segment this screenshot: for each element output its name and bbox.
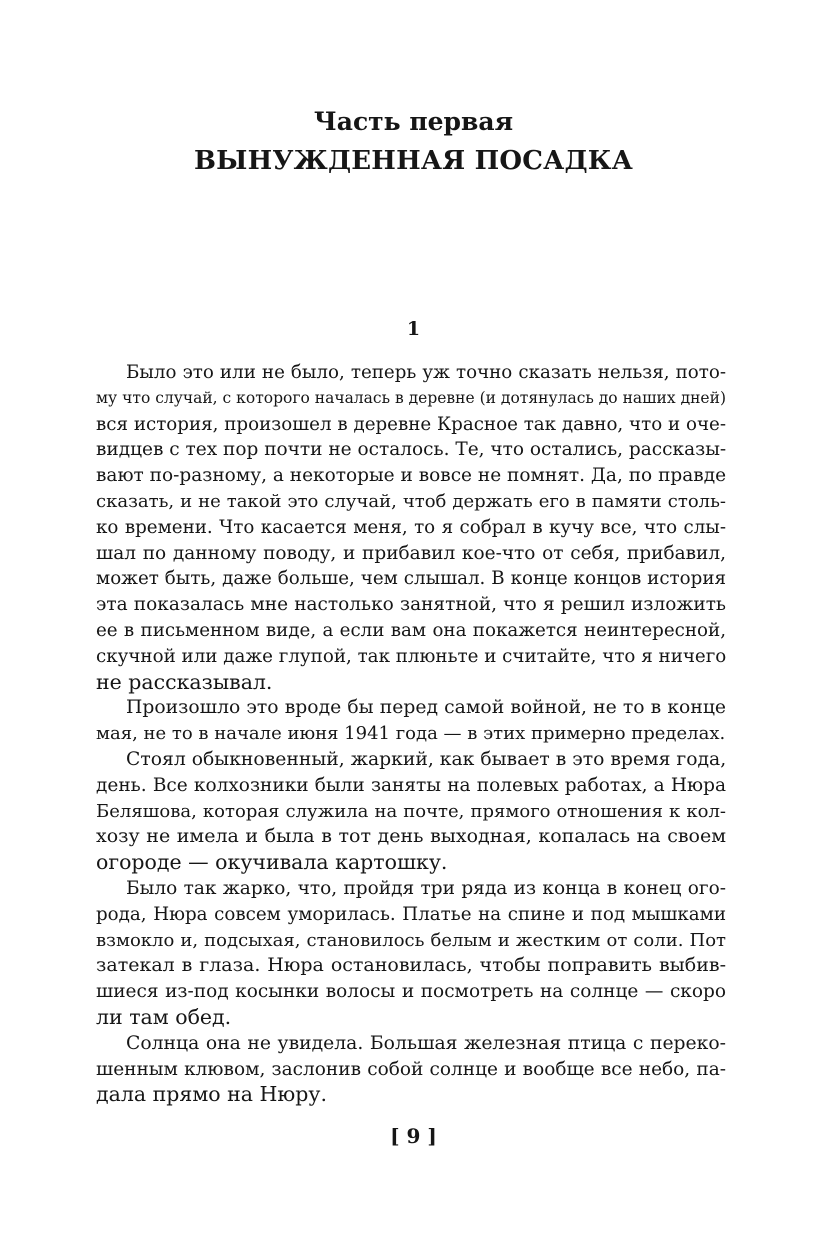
- text-line: Было так жарко, что, пройдя три ряда из конца в конец ого-: [126, 877, 726, 899]
- text-line: мая, не то в начале июня 1941 года — в этих примерно пределах.: [96, 723, 726, 745]
- text-line: видцев с тех пор почти не осталось. Те, что остались, рассказы-: [96, 439, 727, 461]
- text-line: скучной или даже глупой, так плюньте и считайте, что я ничего: [96, 645, 727, 667]
- part-title: ВЫНУЖДЕННАЯ ПОСАДКА: [193, 146, 634, 176]
- text-line: му что случай, с которого началась в деревне (и дотянулась до наших дней): [96, 388, 726, 407]
- text-line: шенным клювом, заслонив собой солнце и вообще все небо, па-: [96, 1058, 726, 1080]
- text-line: ее в письменном виде, а если вам она покажется неинтересной,: [96, 619, 726, 641]
- part-label: Часть первая: [313, 107, 514, 136]
- text-line: Произошло это вроде бы перед самой войной, не то в конце: [126, 697, 726, 719]
- body-text: [96, 360, 726, 1108]
- text-line: Солнца она не увидела. Большая железная птица с переко-: [126, 1032, 726, 1054]
- text-line: Беляшова, которая служила на почте, прямого отношения к кол-: [96, 800, 726, 822]
- text-line: дала прямо на Нюру.: [96, 1082, 327, 1107]
- text-line: может быть, даже больше, чем слышал. В конце концов история: [96, 568, 726, 590]
- text-line: рода, Нюра совсем уморилась. Платье на спине и под мышками: [96, 903, 726, 925]
- text-line: шал по данному поводу, и прибавил кое-что от себя, прибавил,: [96, 542, 726, 564]
- text-line: хозу не имела и была в тот день выходная, копалась на своем: [96, 825, 726, 848]
- text-line: не рассказывал.: [96, 669, 273, 694]
- text-line: Было это или не было, теперь уж точно сказать нельзя, пото-: [126, 362, 726, 383]
- text-line: вают по-разному, а некоторые и вовсе не помнят. Да, по правде: [96, 465, 727, 487]
- text-line: взмокло и, подсыхая, становилось белым и жестким от соли. Пот: [96, 929, 726, 951]
- text-line: ли там обед.: [96, 1004, 232, 1029]
- text-line: шиеся из-под косынки волосы и посмотреть на солнце — скоро: [96, 981, 726, 1003]
- text-line: огороде — окучивала картошку.: [96, 850, 448, 875]
- text-line: эта показалась мне настолько занятной, что я решил изложить: [96, 594, 726, 616]
- chapter-number: 1: [406, 318, 421, 340]
- text-line: затекал в глаза. Нюра остановилась, чтобы поправить выбив-: [96, 954, 726, 977]
- text-line: Стоял обыкновенный, жаркий, как бывает в это время года,: [126, 748, 727, 770]
- page-number: [ 9 ]: [390, 1124, 437, 1148]
- text-line: сказать, и не такой это случай, чтоб держать его в памяти столь-: [96, 490, 726, 512]
- text-line: ко времени. Что касается меня, то я собрал в кучу все, что слы-: [96, 516, 726, 538]
- text-line: день. Все колхозники были заняты на полевых работах, а Нюра: [96, 774, 726, 796]
- text-line: вся история, произошел в деревне Красное так давно, что и оче-: [96, 413, 726, 435]
